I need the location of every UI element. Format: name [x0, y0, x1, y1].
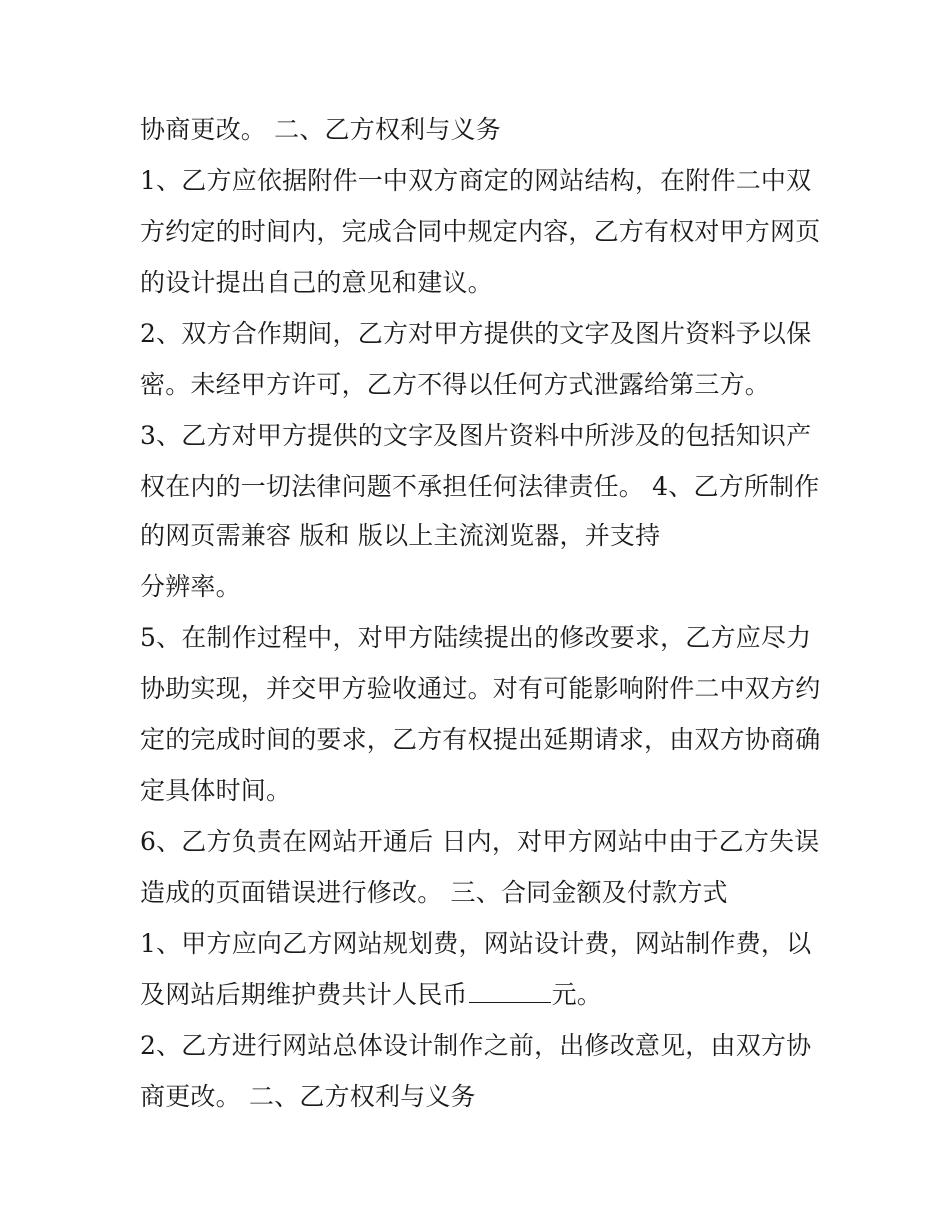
fee-line-suffix: 元。	[551, 980, 603, 1009]
text-line: 的网页需兼容 版和 版以上主流浏览器，并支持	[140, 521, 661, 550]
text-line: 2、双方合作期间，乙方对甲方提供的文字及图片资料予以保	[140, 319, 812, 348]
text-line: 协助实现，并交甲方验收通过。对有可能影响附件二中双方约	[140, 674, 821, 703]
text-line: 定具体时间。	[140, 776, 292, 805]
text-line: 1、乙方应依据附件一中双方商定的网站结构，在附件二中双	[140, 166, 812, 195]
text-line: 1、甲方应向乙方网站规划费，网站设计费，网站制作费，以	[140, 929, 812, 958]
text-line: 的设计提出自己的意见和建议。	[140, 268, 493, 297]
text-line: 2、乙方进行网站总体设计制作之前，出修改意见，由双方协	[140, 1031, 812, 1060]
text-line: 密。未经甲方许可，乙方不得以任何方式泄露给第三方。	[140, 370, 771, 399]
text-line: 协商更改。 二、乙方权利与义务	[140, 115, 501, 144]
text-line: 定的完成时间的要求，乙方有权提出延期请求，由双方协商确	[140, 725, 821, 754]
fee-line	[140, 979, 602, 1011]
text-line: 商更改。 二、乙方权利与义务	[140, 1082, 476, 1111]
text-line: 方约定的时间内，完成合同中规定内容，乙方有权对甲方网页	[140, 217, 821, 246]
amount-blank	[469, 980, 551, 1003]
text-line: 5、在制作过程中，对甲方陆续提出的修改要求，乙方应尽力	[140, 623, 812, 652]
text-line: 分辨率。	[140, 572, 241, 601]
text-line: 造成的页面错误进行修改。 三、合同金额及付款方式	[140, 878, 728, 907]
fee-line-prefix: 及网站后期维护费共计人民币	[140, 980, 468, 1009]
text-line: 权在内的一切法律问题不承担任何法律责任。 4、乙方所制作	[140, 472, 820, 501]
text-line: 6、乙方负责在网站开通后 日内，对甲方网站中由于乙方失误	[140, 827, 820, 856]
text-line: 3、乙方对甲方提供的文字及图片资料中所涉及的包括知识产	[140, 421, 812, 450]
